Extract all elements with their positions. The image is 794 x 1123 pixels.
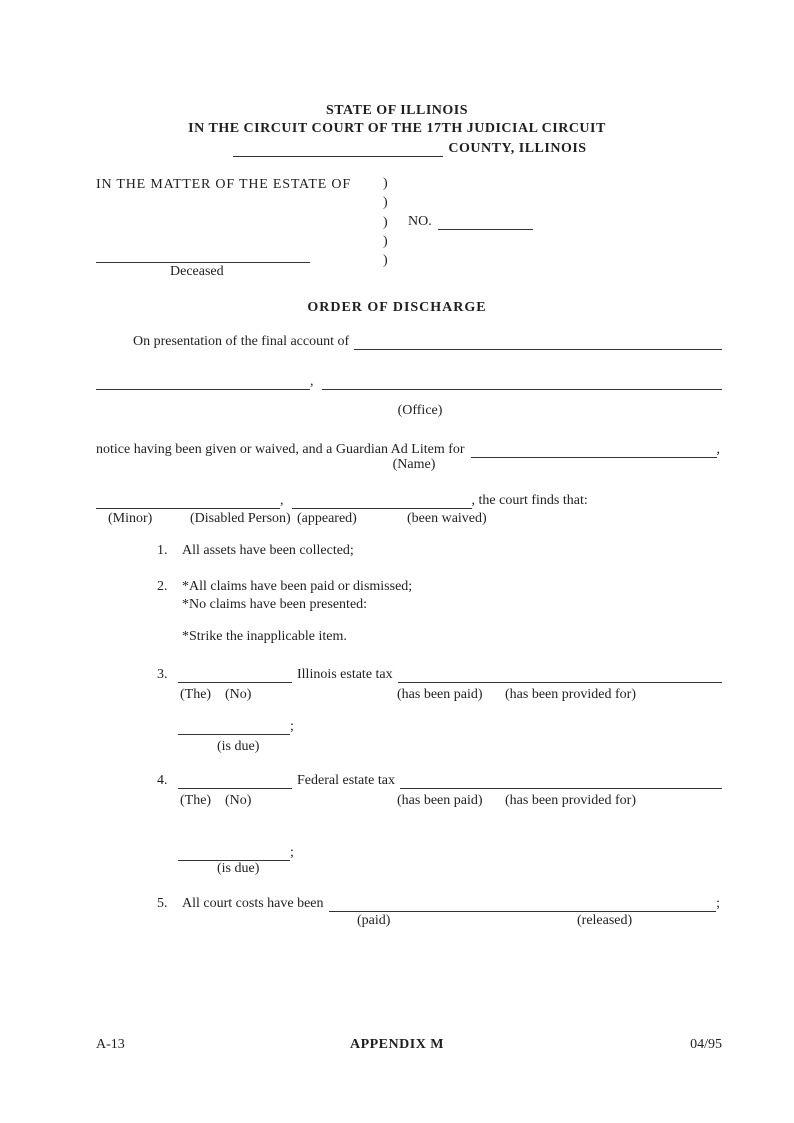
minor-or-disabled-blank[interactable] <box>96 493 280 509</box>
name-label: (Name) <box>392 457 436 472</box>
form-title: ORDER OF DISCHARGE <box>307 300 487 315</box>
footer-revision-date: 04/95 <box>690 1037 722 1052</box>
paren-glyph: ) <box>383 195 388 211</box>
appeared-label: (appeared) <box>297 511 357 526</box>
representative-name-blank[interactable] <box>96 374 310 390</box>
item4-is-due-blank[interactable] <box>178 845 290 861</box>
item4-no-label: (No) <box>225 793 252 808</box>
guardian-name-blank[interactable] <box>471 442 717 458</box>
item5-released-label: (released) <box>577 913 633 928</box>
comma: , <box>716 442 720 457</box>
item3-has-been-provided-label: (has been provided for) <box>505 687 637 702</box>
paren-glyph: ) <box>383 233 388 249</box>
item3-the-label: (The) <box>180 687 212 702</box>
county-name-blank[interactable] <box>233 141 443 157</box>
minor-label: (Minor) <box>108 511 153 526</box>
item4-is-due-line <box>178 843 308 861</box>
item4-is-due-label: (is due) <box>217 861 260 876</box>
notice-line <box>96 440 720 458</box>
comma: , <box>310 374 314 389</box>
item2-line1: *All claims have been paid or dismissed; <box>182 579 413 594</box>
item2-number: 2. <box>157 579 168 594</box>
item5-semicolon: ; <box>716 896 720 911</box>
court-finds-line <box>96 491 722 509</box>
item5-paid-label: (paid) <box>357 913 391 928</box>
state-heading: STATE OF ILLINOIS <box>325 103 469 118</box>
item2-strike-note: *Strike the inapplicable item. <box>182 629 347 644</box>
item3-is-due-line <box>178 717 308 735</box>
presentation-text: On presentation of the final account of <box>133 334 350 349</box>
footer-appendix: APPENDIX M <box>349 1037 445 1052</box>
item3-is-due-label: (is due) <box>217 739 260 754</box>
item4-the-or-no-blank[interactable] <box>178 773 292 789</box>
item5-line <box>157 894 720 912</box>
county-line <box>0 139 794 157</box>
item4-has-been-paid-label: (has been paid) <box>397 793 483 808</box>
been-waived-label: (been waived) <box>407 511 487 526</box>
estate-matter-line: IN THE MATTER OF THE ESTATE OF <box>96 177 351 192</box>
court-finds-text: , the court finds that: <box>471 493 588 508</box>
item3-has-been-paid-label: (has been paid) <box>397 687 483 702</box>
item1-number: 1. <box>157 543 168 558</box>
item3-line <box>157 665 722 683</box>
item2-line2: *No claims have been presented: <box>182 597 368 612</box>
item3-sublabels <box>0 687 794 704</box>
item4-number: 4. <box>157 773 168 788</box>
appeared-or-waived-blank[interactable] <box>292 493 472 509</box>
paren-glyph: ) <box>383 214 388 230</box>
deceased-label: Deceased <box>170 264 224 279</box>
paren-glyph: ) <box>383 176 388 191</box>
office-blank[interactable] <box>322 374 723 390</box>
item4-tax-status-blank[interactable] <box>400 773 722 789</box>
decedent-name-blank[interactable] <box>96 246 310 263</box>
notice-text: notice having been given or waived, and a Guardian Ad Litem for <box>96 442 465 457</box>
case-number-blank[interactable] <box>438 215 533 230</box>
item3-tax-text: Illinois estate tax <box>297 667 393 682</box>
office-label: (Office) <box>397 403 443 418</box>
case-number-line <box>408 212 533 230</box>
item4-has-been-provided-label: (has been provided for) <box>505 793 637 808</box>
county-suffix: COUNTY, ILLINOIS <box>448 141 587 156</box>
item3-semicolon: ; <box>290 719 294 734</box>
presentation-line <box>133 332 722 350</box>
item4-semicolon: ; <box>290 845 294 860</box>
item3-number: 3. <box>157 667 168 682</box>
item5-sublabels <box>0 913 794 930</box>
item4-the-label: (The) <box>180 793 212 808</box>
court-heading: IN THE CIRCUIT COURT OF THE 17TH JUDICIAL CIRCUIT <box>188 121 606 136</box>
item3-the-or-no-blank[interactable] <box>178 667 292 683</box>
final-account-blank[interactable] <box>354 334 722 350</box>
name-office-line <box>96 372 722 390</box>
item4-tax-text: Federal estate tax <box>297 773 395 788</box>
caption-paren-column <box>383 174 388 270</box>
item4-line <box>157 771 722 789</box>
item3-no-label: (No) <box>225 687 252 702</box>
item4-sublabels <box>0 793 794 810</box>
paren-glyph: ) <box>383 253 388 269</box>
comma: , <box>280 493 284 508</box>
item5-number: 5. <box>157 896 168 911</box>
footer-page-number: A-13 <box>96 1037 125 1052</box>
item3-tax-status-blank[interactable] <box>398 667 722 683</box>
item5-text: All court costs have been <box>182 896 324 911</box>
item3-is-due-blank[interactable] <box>178 719 290 735</box>
case-number-label: NO. <box>408 214 432 229</box>
court-finds-sublabels <box>0 511 794 528</box>
item5-court-costs-blank[interactable] <box>329 896 717 912</box>
disabled-person-label: (Disabled Person) <box>190 511 291 526</box>
item1-text: All assets have been collected; <box>182 543 354 558</box>
